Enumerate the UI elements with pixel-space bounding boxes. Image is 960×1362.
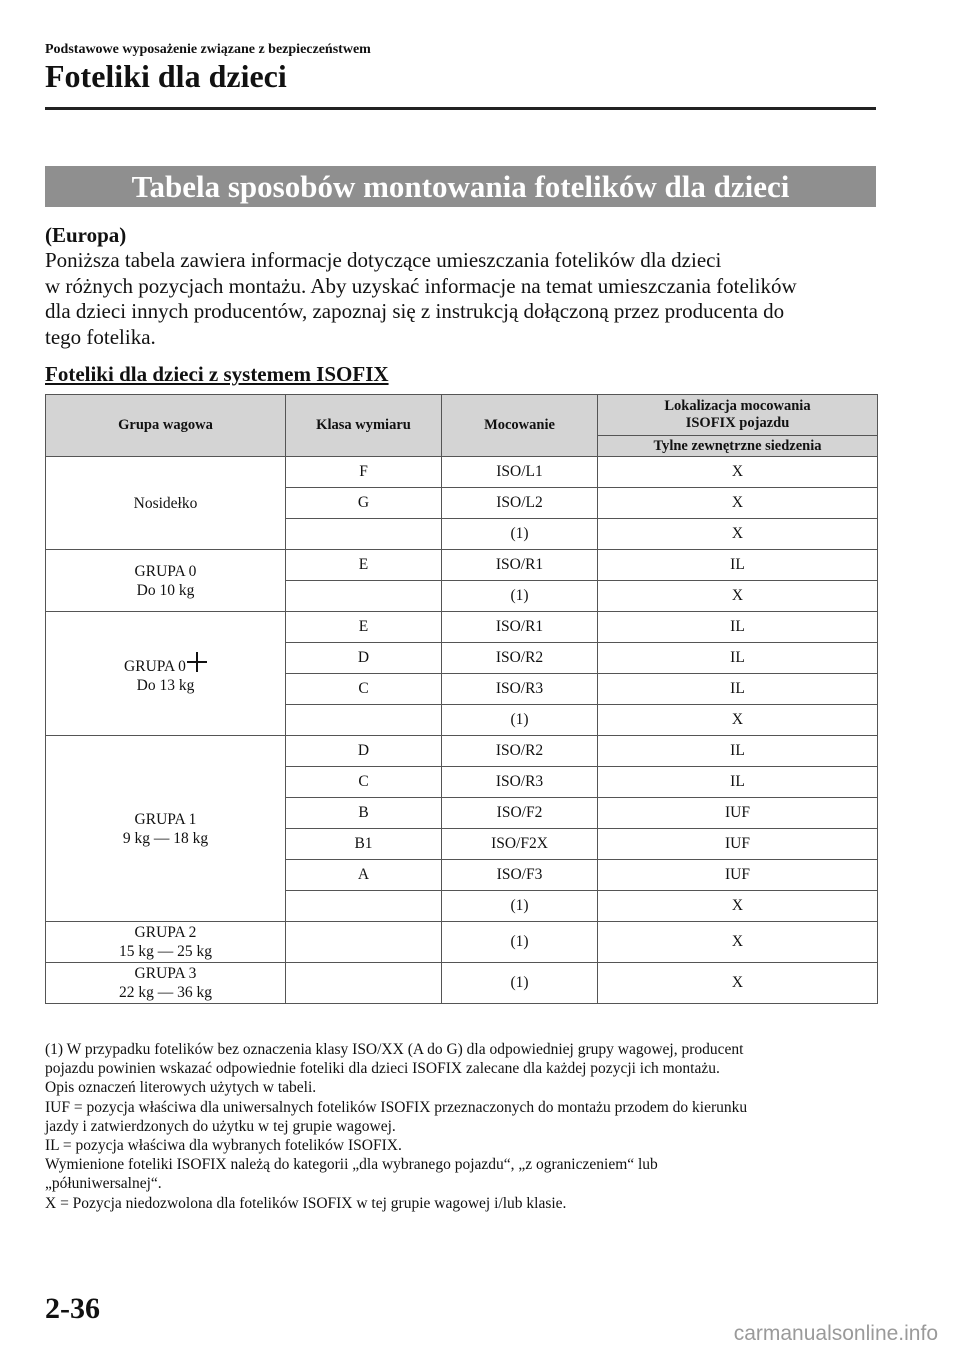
intro-line: dla dzieci innych producentów, zapoznaj się z instrukcją dołączoną przez producenta do xyxy=(45,299,785,323)
group-weight: Do 13 kg xyxy=(136,677,195,694)
table-subtitle: Foteliki dla dzieci z systemem ISOFIX xyxy=(45,362,389,386)
group-name: GRUPA 0 xyxy=(134,562,197,580)
size-class-cell xyxy=(286,963,442,1004)
fixture-cell: (1) xyxy=(442,519,598,550)
fixture-cell: (1) xyxy=(442,963,598,1004)
header-location-line: Lokalizacja mocowania xyxy=(664,398,811,414)
header-group: Grupa wagowa xyxy=(46,395,286,457)
position-cell: X xyxy=(598,457,878,488)
position-cell: IUF xyxy=(598,860,878,891)
footnote-line: Opis oznaczeń literowych użytych w tabeli. xyxy=(45,1079,317,1097)
size-class-cell: E xyxy=(286,612,442,643)
fixture-cell: (1) xyxy=(442,705,598,736)
plus-icon xyxy=(187,652,207,672)
fixture-cell: ISO/R3 xyxy=(442,674,598,705)
size-class-cell: B xyxy=(286,798,442,829)
intro-line: tego fotelika. xyxy=(45,324,156,349)
group-cell-group0 xyxy=(46,550,286,612)
header-rear-outer: Tylne zewnętrzne siedzenia xyxy=(598,436,878,457)
size-class-cell: E xyxy=(286,550,442,581)
table-row xyxy=(46,963,878,1004)
fixture-cell: (1) xyxy=(442,891,598,922)
intro-line: w różnych pozycjach montażu. Aby uzyskać informacje na temat umieszczania fotelików xyxy=(45,273,797,298)
title-divider xyxy=(45,107,876,110)
position-cell: IL xyxy=(598,643,878,674)
footnote-line: Wymienione foteliki ISOFIX należą do kategorii „dla wybranego pojazdu“, „z ograniczeniem“ lub xyxy=(45,1156,658,1174)
breadcrumb: Podstawowe wyposażenie związane z bezpieczeństwem xyxy=(45,42,371,57)
fixture-cell: ISO/L1 xyxy=(442,457,598,488)
footnote-line: IUF = pozycja właściwa dla uniwersalnych fotelików ISOFIX przeznaczonych do montażu przodem do kierunku xyxy=(45,1098,748,1116)
size-class-cell: F xyxy=(286,457,442,488)
size-class-cell: A xyxy=(286,860,442,891)
size-class-cell: B1 xyxy=(286,829,442,860)
table-row xyxy=(46,457,878,488)
fixture-cell: (1) xyxy=(442,922,598,963)
position-cell: IL xyxy=(598,550,878,581)
size-class-cell: C xyxy=(286,767,442,798)
header-size-class: Klasa wymiaru xyxy=(286,395,442,457)
position-cell: X xyxy=(598,705,878,736)
group-cell-group0-plus xyxy=(46,612,286,736)
group-weight: Do 10 kg xyxy=(136,581,195,599)
size-class-cell xyxy=(286,705,442,736)
page-title: Foteliki dla dzieci xyxy=(45,58,287,94)
page-number: 2-36 xyxy=(45,1292,100,1325)
watermark-text: carmanualsonline.info xyxy=(733,1322,938,1345)
position-cell: X xyxy=(598,891,878,922)
fixture-cell: ISO/R2 xyxy=(442,736,598,767)
footnote-line: „półuniwersalnej“. xyxy=(45,1175,162,1193)
footnote-line: (1) W przypadku fotelików bez oznaczenia klasy ISO/XX (A do G) dla odpowiedniej grupy wagowej, producent xyxy=(45,1041,744,1058)
position-cell: IUF xyxy=(598,798,878,829)
position-cell: X xyxy=(598,963,878,1004)
position-cell: X xyxy=(598,581,878,612)
group-name: GRUPA 3 xyxy=(134,965,197,982)
footnote-line: pojazdu powinien wskazać odpowiednie foteliki dla dzieci ISOFIX zalecane dla każdej pozycji ich montażu. xyxy=(45,1060,720,1078)
group-cell-carrycot: Nosidełko xyxy=(46,457,286,550)
region-label: (Europa) xyxy=(45,223,127,247)
fixture-cell: ISO/F2 xyxy=(442,798,598,829)
table-row xyxy=(46,922,878,963)
size-class-cell xyxy=(286,581,442,612)
header-fixture: Mocowanie xyxy=(442,395,598,457)
isofix-table xyxy=(45,394,878,1004)
size-class-cell xyxy=(286,891,442,922)
group-cell-group1 xyxy=(46,736,286,922)
position-cell: IL xyxy=(598,674,878,705)
size-class-cell xyxy=(286,922,442,963)
position-cell: IUF xyxy=(598,829,878,860)
table-row xyxy=(46,612,878,643)
fixture-cell: (1) xyxy=(442,581,598,612)
size-class-cell: C xyxy=(286,674,442,705)
position-cell: X xyxy=(598,488,878,519)
footnote-line: IL = pozycja właściwa dla wybranych fotelików ISOFIX. xyxy=(45,1137,402,1155)
fixture-cell: ISO/R2 xyxy=(442,643,598,674)
fixture-cell: ISO/R1 xyxy=(442,612,598,643)
position-cell: IL xyxy=(598,767,878,798)
group-weight: 9 kg — 18 kg xyxy=(122,829,209,847)
fixture-cell: ISO/L2 xyxy=(442,488,598,519)
intro-line: Poniższa tabela zawiera informacje dotyczące umieszczania fotelików dla dzieci xyxy=(45,248,722,272)
fixture-cell: ISO/F2X xyxy=(442,829,598,860)
position-cell: IL xyxy=(598,736,878,767)
header-location-line: ISOFIX pojazdu xyxy=(685,415,790,431)
group-cell-group3 xyxy=(46,963,286,1004)
position-cell: X xyxy=(598,922,878,963)
group-name: GRUPA 2 xyxy=(134,924,197,941)
footnote-line: jazdy i zatwierdzonych do użytku w tej grupie wagowej. xyxy=(45,1117,396,1135)
size-class-cell: G xyxy=(286,488,442,519)
group-weight: 15 kg — 25 kg xyxy=(119,943,212,960)
group-cell-group2 xyxy=(46,922,286,963)
group-name: GRUPA 0 xyxy=(46,652,285,676)
fixture-cell: ISO/R3 xyxy=(442,767,598,798)
table-row xyxy=(46,550,878,581)
group-name: GRUPA 1 xyxy=(134,810,197,828)
position-cell: X xyxy=(598,519,878,550)
fixture-cell: ISO/R1 xyxy=(442,550,598,581)
fixture-cell: ISO/F3 xyxy=(442,860,598,891)
size-class-cell: D xyxy=(286,736,442,767)
header-location xyxy=(598,395,878,436)
footnotes xyxy=(45,1040,885,1213)
table-row xyxy=(46,736,878,767)
group-weight: 22 kg — 36 kg xyxy=(119,984,212,1001)
footnote-line: X = Pozycja niedozwolona dla fotelików ISOFIX w tej grupie wagowej i/lub klasie. xyxy=(45,1194,567,1212)
size-class-cell xyxy=(286,519,442,550)
size-class-cell: D xyxy=(286,643,442,674)
intro-paragraph xyxy=(45,248,876,350)
position-cell: IL xyxy=(598,612,878,643)
section-banner: Tabela sposobów montowania fotelików dla dzieci xyxy=(45,166,876,207)
